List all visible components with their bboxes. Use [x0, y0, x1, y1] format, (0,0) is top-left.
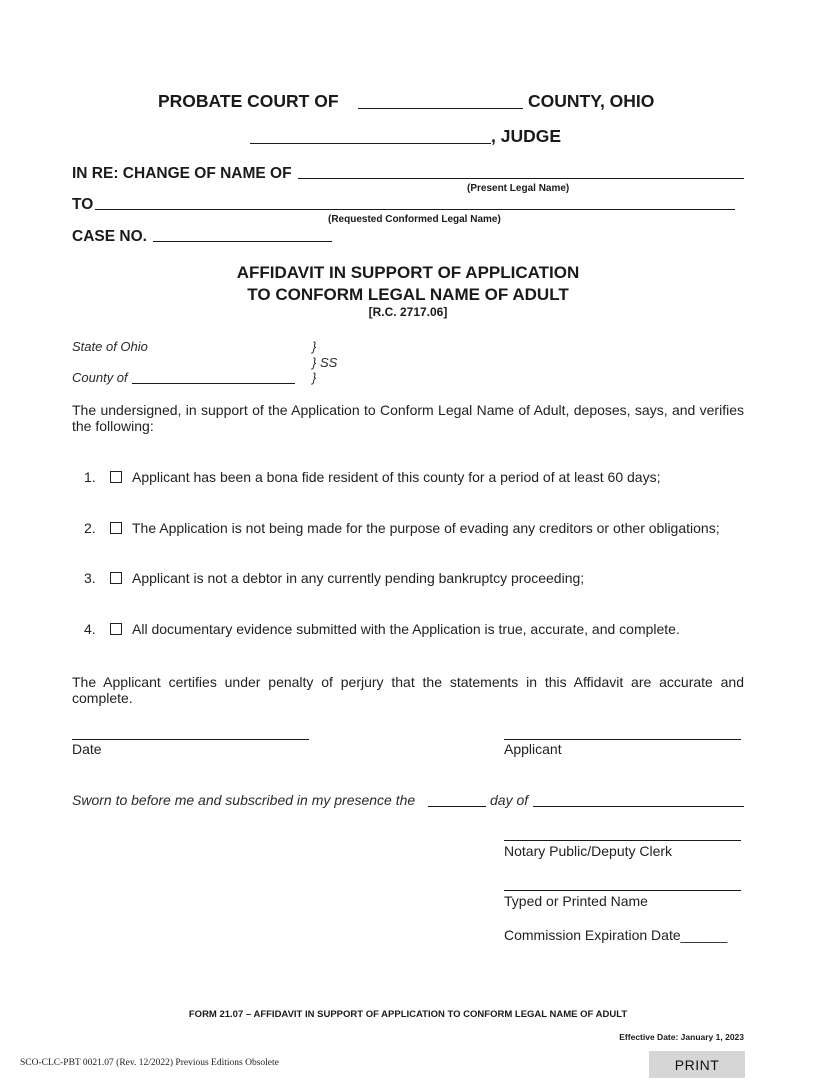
- case-no-field[interactable]: [153, 241, 332, 242]
- venue-state: State of Ohio: [72, 339, 148, 354]
- date-signature-line[interactable]: [72, 739, 309, 740]
- venue-county-field[interactable]: [132, 383, 295, 384]
- intro-paragraph: The undersigned, in support of the Application to Conform Legal Name of Adult, deposes, says, and verifies the following:: [72, 402, 744, 434]
- venue-brace-bottom: }: [312, 370, 317, 385]
- court-prefix: PROBATE COURT OF: [158, 91, 339, 111]
- item-4-checkbox[interactable]: [110, 623, 122, 635]
- item-number: 3.: [84, 570, 96, 586]
- item-2-checkbox[interactable]: [110, 522, 122, 534]
- item-3-checkbox[interactable]: [110, 572, 122, 584]
- sworn-prefix: Sworn to before me and subscribed in my presence the: [72, 792, 416, 808]
- venue-county: County of: [72, 370, 128, 385]
- requested-name-field[interactable]: [95, 209, 735, 210]
- notary-label: Notary Public/Deputy Clerk: [504, 843, 673, 859]
- date-label: Date: [72, 741, 102, 757]
- item-number: 1.: [84, 469, 96, 485]
- sworn-mid: day of: [490, 792, 529, 808]
- item-number: 2.: [84, 520, 96, 536]
- notary-signature-line[interactable]: [504, 840, 741, 841]
- commission-expiration: Commission Expiration Date______: [504, 927, 728, 943]
- item-1-text: Applicant has been a bona fide resident of this county for a period of at least 60 days;: [132, 469, 661, 485]
- item-4-text: All documentary evidence submitted with the Application is true, accurate, and complete.: [132, 621, 680, 637]
- venue-ss: } SS: [312, 355, 338, 370]
- statute-ref: [R.C. 2717.06]: [368, 305, 448, 319]
- typed-name-label: Typed or Printed Name: [504, 893, 648, 909]
- venue-brace-top: }: [312, 339, 317, 354]
- to-label: TO: [72, 196, 94, 213]
- item-2-text: The Application is not being made for the purpose of evading any creditors or other obligations;: [132, 520, 720, 536]
- footer-form-title: FORM 21.07 – AFFIDAVIT IN SUPPORT OF APPLICATION TO CONFORM LEGAL NAME OF ADULT: [188, 1009, 628, 1020]
- item-3-text: Applicant is not a debtor in any currently pending bankruptcy proceeding;: [132, 570, 585, 586]
- judge-label: , JUDGE: [491, 126, 562, 146]
- typed-name-line[interactable]: [504, 890, 741, 891]
- item-1-checkbox[interactable]: [110, 471, 122, 483]
- court-suffix: COUNTY, OHIO: [528, 91, 655, 111]
- present-name-field[interactable]: [298, 178, 744, 179]
- in-re-label: IN RE: CHANGE OF NAME OF: [72, 165, 292, 182]
- present-name-hint: (Present Legal Name): [467, 183, 570, 194]
- county-blank[interactable]: [358, 108, 523, 109]
- print-button[interactable]: PRINT: [649, 1051, 745, 1078]
- requested-name-hint: (Requested Conformed Legal Name): [328, 214, 501, 225]
- sworn-day-field[interactable]: [428, 806, 486, 807]
- edition-notice: SCO-CLC-PBT 0021.07 (Rev. 12/2022) Previous Editions Obsolete: [20, 1058, 279, 1068]
- title-line-2: TO CONFORM LEGAL NAME OF ADULT: [247, 285, 569, 304]
- applicant-signature-line[interactable]: [504, 739, 741, 740]
- sworn-month-field[interactable]: [533, 806, 744, 807]
- certification-paragraph: The Applicant certifies under penalty of perjury that the statements in this Affidavit are accurate and complete.: [72, 674, 744, 706]
- applicant-label: Applicant: [504, 741, 562, 757]
- item-number: 4.: [84, 621, 96, 637]
- effective-date: Effective Date: January 1, 2023: [619, 1032, 744, 1042]
- case-no-label: CASE NO.: [72, 228, 147, 245]
- title-line-1: AFFIDAVIT IN SUPPORT OF APPLICATION: [236, 263, 580, 282]
- judge-blank[interactable]: [250, 143, 491, 144]
